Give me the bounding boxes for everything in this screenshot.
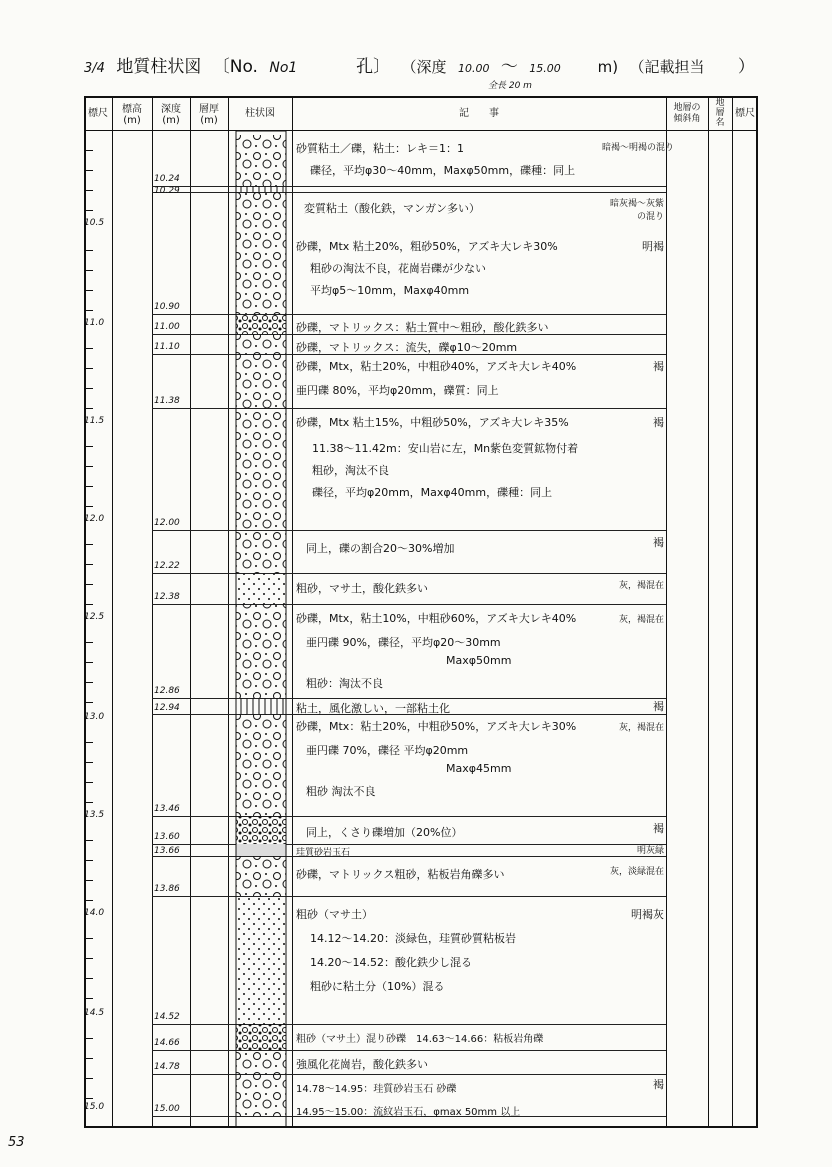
scale-mark: 11.5 <box>84 416 105 426</box>
layer-description: 砂礫，Mtx 粘土20%，粗砂50%，アズキ大レキ30% 粗砂の淘汰不良，花崗岩礫が少ない 平均φ5〜10mm，Maxφ40mm <box>296 240 558 297</box>
depth-value: 12.38 <box>154 592 180 602</box>
layer-color: 灰，褐混在 <box>618 723 664 733</box>
layer-description: 砂礫，マトリックス粗砂，粘板岩角礫多い <box>296 868 505 881</box>
col-elevation: 標高 (m) <box>122 104 142 126</box>
layer-color: 明灰緑 <box>636 846 664 856</box>
no-label: 〔No. <box>212 57 258 77</box>
sheet-number: 3/4 <box>84 61 105 76</box>
depth-value: 10.90 <box>154 302 180 312</box>
total-length-note: 全長 20 m <box>488 81 532 91</box>
col-dip: 地層の 傾斜角 <box>673 103 701 124</box>
depth-value: 10.29 <box>154 186 180 196</box>
depth-value: 11.00 <box>154 322 180 332</box>
layer-color: 灰，褐混在 <box>618 615 664 625</box>
col-thickness: 層厚 (m) <box>199 104 219 126</box>
depth-value: 11.38 <box>154 396 180 406</box>
depth-value: 14.66 <box>154 1038 180 1048</box>
depth-value: 12.94 <box>154 703 180 713</box>
scale-mark: 13.0 <box>84 712 105 722</box>
layer-description: 強風化花崗岩，酸化鉄多い <box>296 1058 428 1071</box>
col-scale-right: 標尺 <box>735 108 755 119</box>
layer-description: 珪質砂岩玉石 <box>296 848 351 858</box>
scale-mark: 12.0 <box>84 514 105 524</box>
layer-description: 砂礫，Mtx：粘土20%，中粗砂50%，アズキ大レキ30% 亜円礫 70%，礫径 平均φ20mm Maxφ45mm 粗砂 淘汰不良 <box>296 720 577 798</box>
scale-mark: 11.0 <box>84 318 105 328</box>
depth-unit: m) <box>597 58 619 76</box>
col-depth: 深度 (m) <box>161 104 181 126</box>
scale-mark: 14.5 <box>84 1008 105 1018</box>
layer-description: 砂礫，Mtx，粘土10%，中粗砂60%，アズキ大レキ40% 亜円礫 90%，礫径，平均φ20〜30mm Maxφ50mm 粗砂：淘汰不良 <box>296 612 577 690</box>
recorder-close: ） <box>737 57 755 77</box>
scale-mark: 12.5 <box>84 612 105 622</box>
layer-description: 粗砂，マサ土，酸化鉄多い <box>296 582 428 595</box>
layer-description: 同上，礫の割合20〜30%増加 <box>306 542 455 555</box>
depth-value: 11.10 <box>154 342 180 352</box>
page-title: 地質柱状図 <box>116 57 202 77</box>
depth-value: 14.52 <box>154 1012 180 1022</box>
depth-from: 10.00 <box>457 62 490 75</box>
layer-description: 砂礫，Mtx 粘土15%，中粗砂50%，アズキ大レキ35% 11.38〜11.42m：安山岩に左，Mn紫色変質鉱物付着 粗砂，淘汰不良 礫径，平均φ20mm，Maxφ40mm，礫種：同上 <box>296 416 579 499</box>
depth-value: 13.66 <box>154 846 180 856</box>
layer-description: 粗砂（マサ土） 14.12〜14.20：淡緑色，珪質砂質粘板岩 14.20〜14.52：酸化鉄少し混る 粗砂に粘土分（10%）混る <box>296 908 516 993</box>
depth-value: 12.00 <box>154 518 180 528</box>
depth-sep: 〜 <box>500 57 518 77</box>
depth-value: 10.24 <box>154 174 180 184</box>
recorder-label: （記載担当 <box>629 58 705 76</box>
layer-description: 砂礫，Mtx，粘土20%，中粗砂40%，アズキ大レキ40% 亜円礫 80%，平均φ20mm，礫質：同上 <box>296 360 577 397</box>
depth-value: 13.46 <box>154 804 180 814</box>
layer-description: 同上，くさり礫増加（20%位） <box>306 826 463 839</box>
col-column: 柱状図 <box>245 108 275 119</box>
layer-color: 褐 <box>653 536 664 549</box>
col-scale: 標尺 <box>88 108 108 119</box>
layer-color: 褐 <box>653 360 664 373</box>
layer-color: 灰，淡緑混在 <box>609 867 664 877</box>
no-value: No1 <box>269 60 298 76</box>
depth-label: （深度 <box>401 58 447 76</box>
hole-label: 孔〕 <box>356 57 391 77</box>
layer-color: 褐 <box>653 822 664 835</box>
col-formation: 地 層 名 <box>715 98 725 128</box>
layer-color: 灰，褐混在 <box>618 581 664 591</box>
layer-color: 明褐 <box>642 240 664 253</box>
scale-mark: 13.5 <box>84 810 105 820</box>
col-description: 記 事 <box>459 108 499 119</box>
depth-value: 13.60 <box>154 832 180 842</box>
layer-color: 褐 <box>653 700 664 713</box>
scale-mark: 10.5 <box>84 218 105 228</box>
layer-color: 暗褐〜明褐の混り <box>602 143 675 153</box>
layer-description: 変質粘土（酸化鉄，マンガン多い） <box>304 202 480 215</box>
layer-color: 暗灰褐〜灰紫の混り <box>609 199 664 222</box>
layer-color: 明褐灰 <box>631 908 664 921</box>
depth-value: 13.86 <box>154 884 180 894</box>
layer-description: 砂礫，マトリックス：粘土質中〜粗砂，酸化鉄多い <box>296 321 549 334</box>
lithology-column <box>232 131 290 1127</box>
layer-description: 粘土，風化激しい，一部粘土化 <box>296 702 450 715</box>
layer-color: 褐 <box>653 1078 664 1091</box>
depth-value: 12.22 <box>154 561 180 571</box>
depth-value: 14.78 <box>154 1062 180 1072</box>
layer-description: 砂礫，マトリックス：流失，礫φ10〜20mm <box>296 341 518 354</box>
page-number: 53 <box>8 1135 25 1150</box>
layer-description: 砂質粘土／礫，粘土：レキ＝1：1 礫径，平均φ30〜40mm，Maxφ50mm，礫種：同上 <box>296 142 576 177</box>
scale-mark: 15.0 <box>84 1102 105 1112</box>
layer-color: 褐 <box>653 416 664 429</box>
sheet-title-line <box>84 52 761 77</box>
depth-to: 15.00 <box>529 62 561 75</box>
layer-description: 14.78〜14.95：珪質砂岩玉石 砂礫 14.95〜15.00：流紋岩玉石，φmax 50mm 以上 <box>296 1084 521 1118</box>
depth-value: 15.00 <box>154 1104 180 1114</box>
layer-description: 粗砂（マサ土）混り砂礫 14.63〜14.66：粘板岩角礫 <box>296 1034 544 1045</box>
depth-value: 12.86 <box>154 686 180 696</box>
scale-mark: 14.0 <box>84 908 105 918</box>
